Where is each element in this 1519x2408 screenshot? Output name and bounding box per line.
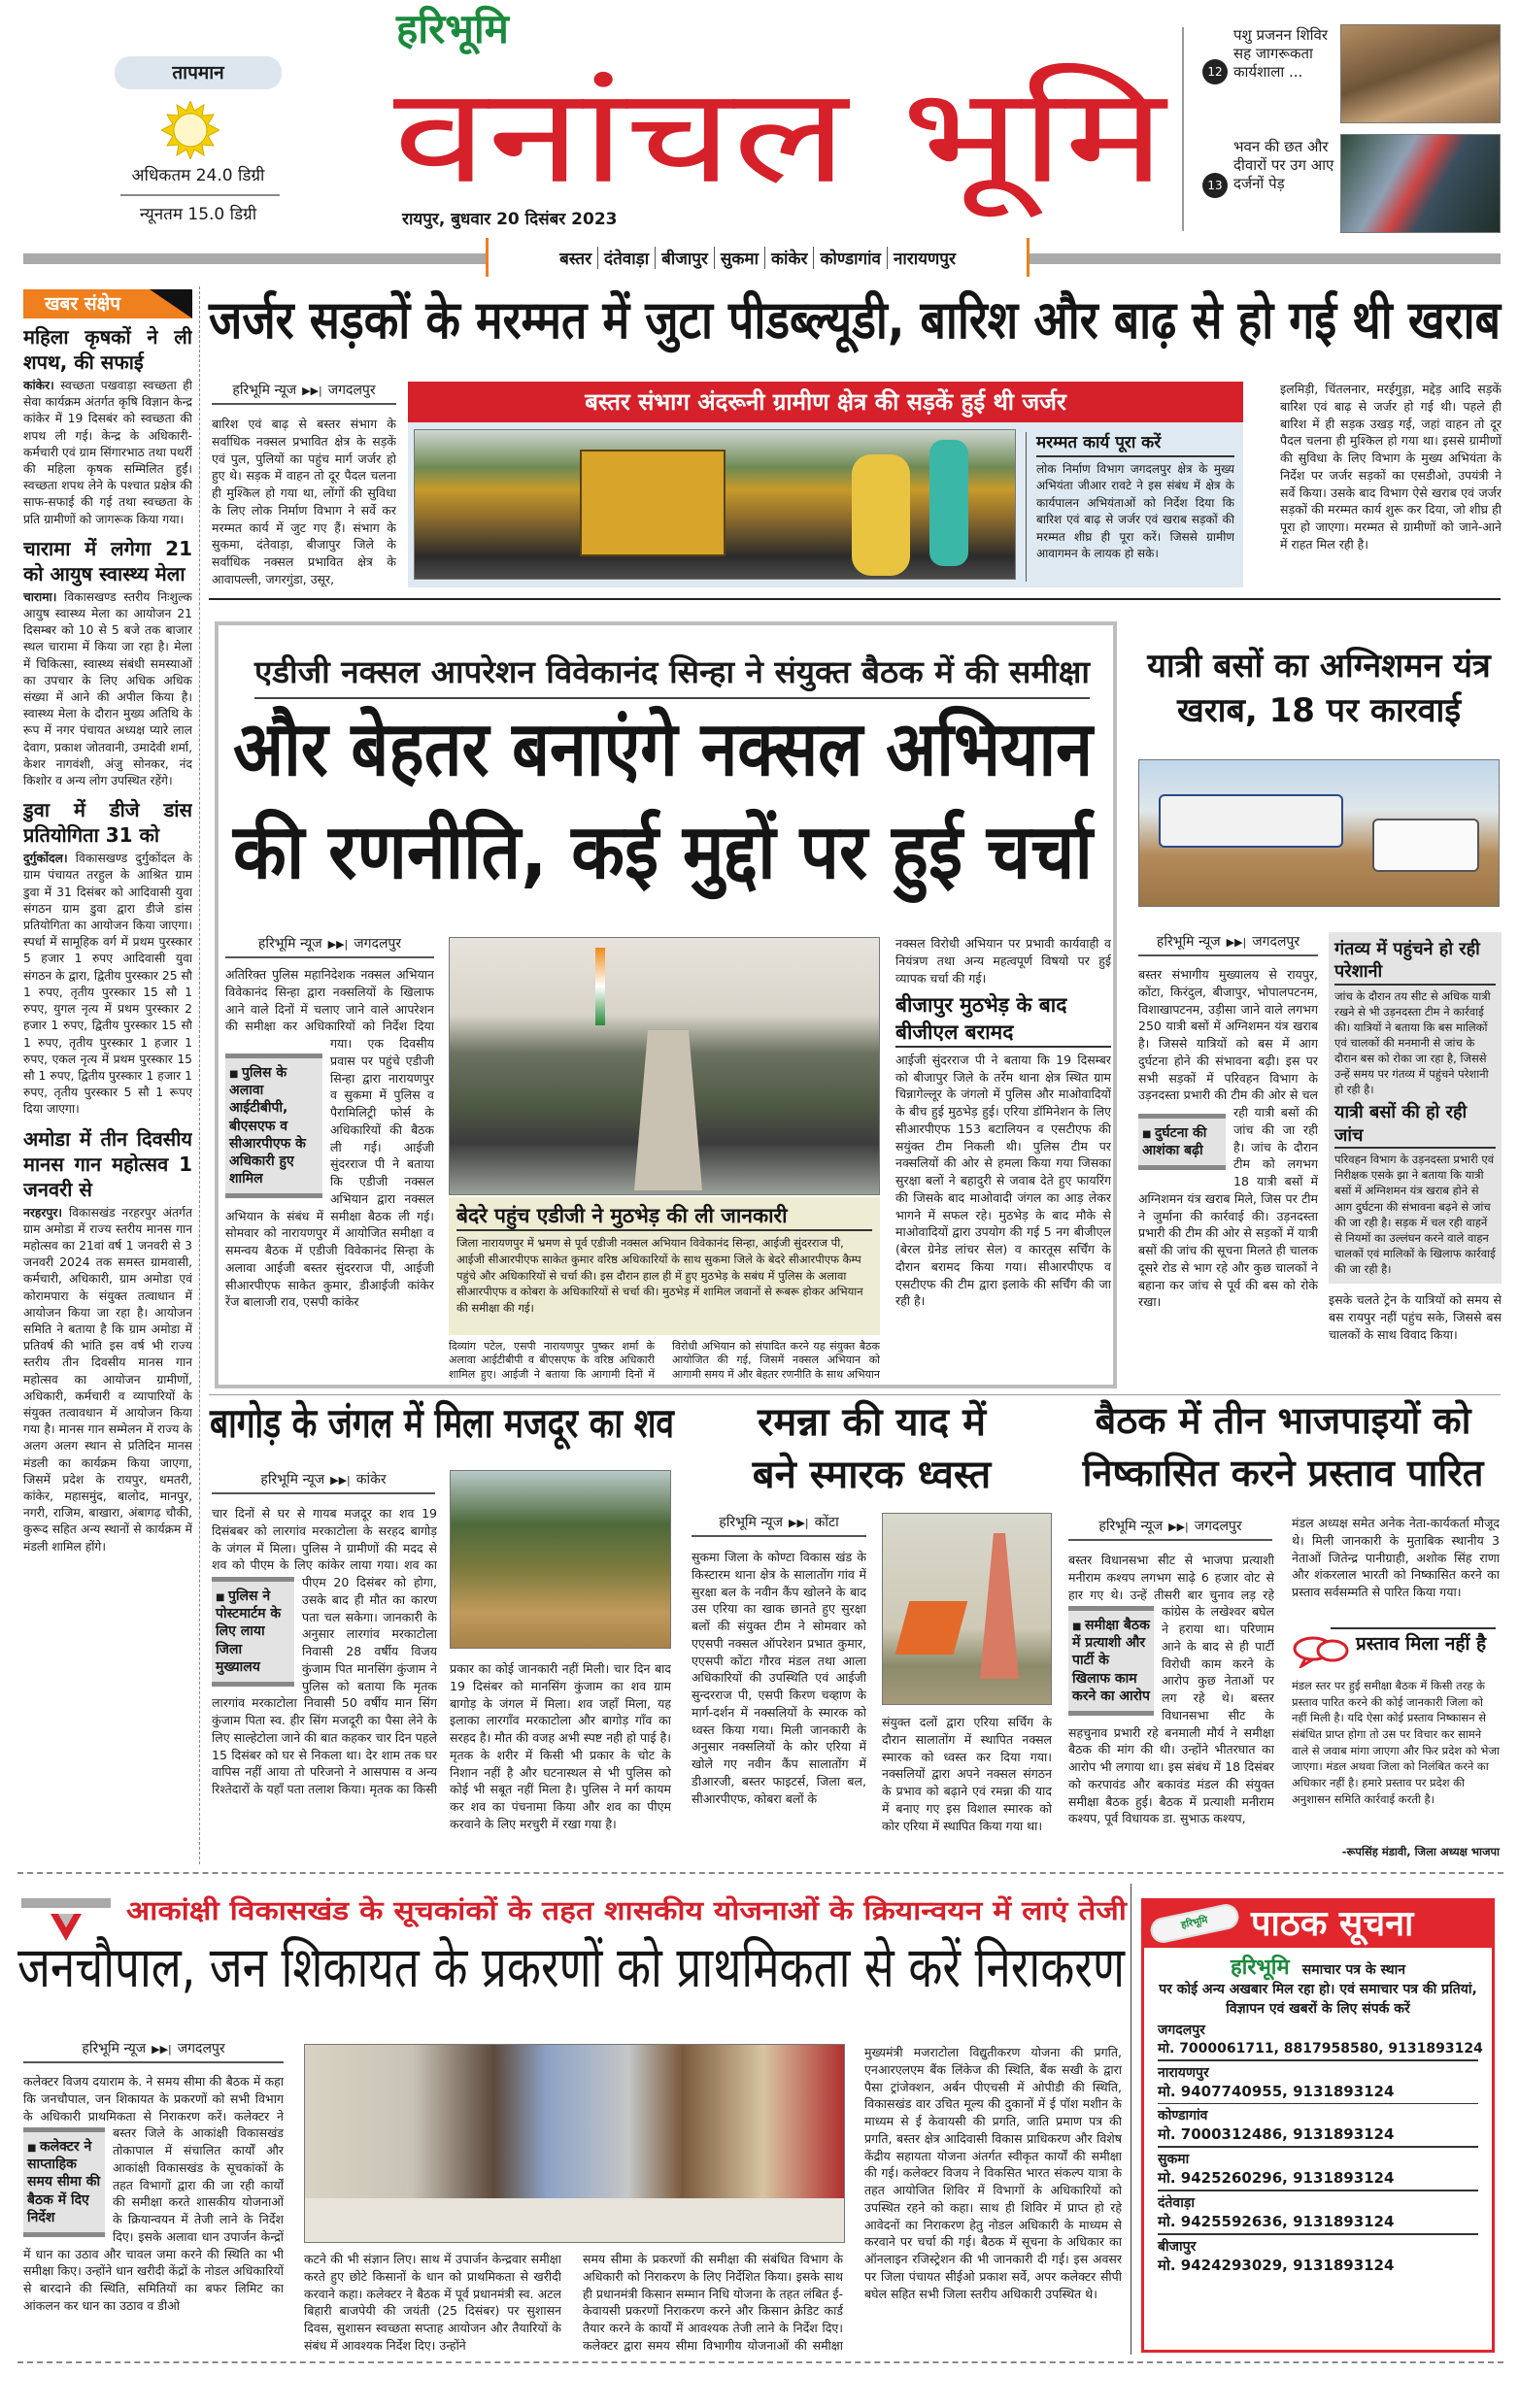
roads-text-left: बारिश एवं बाढ़ से बस्तर संभाग के सर्वाधिक नक्सल प्रभावित क्षेत्र के सड़कें एवं पुल, पुलियों का पहुंच मार्ग जर्जर हो हुए थे। सड़क में वाहन तो दूर पैदल चलना ही मुश्किल हो गया था, लोंगों की सुविधा के लिए लोक निर्माण विभाग ने सर्वे कर मरम्मत कार्य में जुट गए हैं। संभाग के सुकमा, दंतेवाड़ा, बीजापुर जिले के सर्वाधिक नक्सल प्रभावित क्षेत्र के आवापल्ली, जगरगुंडा, उसूर, bbox=[212, 417, 396, 586]
naxal-subheadline: बीजापुर मुठभेड़ के बाद बीजीएल बरामद bbox=[895, 992, 1111, 1048]
bus-sidebar-text-1: जांच के दौरान तय सीट से अधिक यात्री रखने से भी उड़नदस्ता टीम ने कार्रवाई की। यात्रियों ने बताया कि बस मालिकों एवं चालकों की मनमानी से जांच के दौरान बस को रोका जा रहा है, जिससे उन्हें समय पर गंतव्य में पहुंचने परेशानी हो रही है। bbox=[1334, 988, 1491, 1097]
bagod-col1-text: चार दिनों से घर से गायब मजदूर का शव 19 दिसंबबर को लारगांव मरकाटोला के सरहद बागोड़ के जंगल में मिला। पुलिस ने ग्रामीणों की मदद से शव को पीएम के लिए कांकेर लाया गया। शव का पीएम 20 दिसंबर को होगा, उसके बाद ही मौत का कारण पता चल सकेगा। जानकारी के अनुसार लारगांव मरकाटोला निवासी 28 वर्षीय विजय कुंजाम पित मानसिंग कुंजाम ने पुलिस को बताया कि मृतक लारगांव मरकाटोला निवासी 50 वर्षीय मान सिंग कुंजाम पिता स्व. हीर सिंग मजदूरी का पैसा लेने के लिए साल्हेटोला जाने की बात कहकर चार दिन पहले 15 दिसंबर को घर से निकला था। देर शाम तक घर वापिस नहीं आया तो परिजनो ने आसपास व अन्य रिश्तेदारों के यहाँ पता तलाश किया। मृतक का किसी bbox=[212, 1506, 437, 1796]
brief-text: विकासखण्ड स्तरीय निःशुल्क आयुष स्वास्थ्य मेला का आयोजन 21 दिसम्बर को 10 से 5 बजे तक बाजार स्थल चारामा में किया जा रहा है। मेला में चिकित्सा, स्वास्थ्य संबंधी समस्याओं का उपचार के लिए अधिक अधिक संख्या में आने की अपील किया है। स्वास्थ्य मेला के दौरान मुख्य अतिथि के रूप में नगर पंचायत अध्यक्ष प्यारे लाल देवाग, प्रकाश जोतवानी, उमादेवी शर्मा, केशर नागवंशी, अंजु सोनकर, नंद किशोर व अन्य लोग उपस्थित रहेंगे। bbox=[23, 589, 192, 788]
janchaupal-kicker: आकांक्षी विकासखंड के सूचकांकों के तहत शासकीय योजनाओं के क्रियान्वयन में लाएं तेजी bbox=[126, 1896, 1127, 1926]
contact-entry bbox=[1158, 2191, 1478, 2235]
teaser-photo-building bbox=[1340, 134, 1501, 233]
bus-text bbox=[1138, 966, 1318, 1380]
naxal-col4-top: नक्सल विरोधी अभियान पर प्रभावी कार्यवाही व नियंत्रण तथा अन्य महत्वपूर्ण विषयो पर हुई व्यापक चर्चा की गई। bbox=[895, 936, 1111, 986]
naxal-col3: विरोधी अभियान को संपादित करने यह संयुक्त बैठक आयोजित की गई, जिसमें नक्सल अभियान को आगामी समय में और बेहतर रणनीति के साथ अभियान bbox=[672, 1340, 880, 1381]
bjp-headline-2-box bbox=[1066, 1452, 1500, 1505]
naxal-kicker-box bbox=[254, 651, 1090, 699]
roads-headline-box bbox=[209, 289, 1501, 361]
naxal-headline-line1[interactable]: और बेहतर बनाएंगे नक्सल अभियान bbox=[233, 706, 1093, 793]
phone-number[interactable]: मो. 7000312486, 9131893124 bbox=[1158, 2125, 1395, 2144]
bus-sidebar-title-2: यात्री बसों की हो रही जांच bbox=[1334, 1101, 1496, 1149]
janchaupal-col3: समय सीमा के प्रकरणों की समीक्षा की संबंधित विभाग के अधिकारी को निराकरण के लिए निर्देशित किया। इसके साथ ही प्रधानमंत्री किसान सम्मान निधि योजना के तहत लंबित ई-केवायसी प्रकरणों निराकरण करने और किसान क्रेडिट कार्ड तैयार करने के कार्यों में आवश्यक तेजी लाने के निर्देश दिए। कलेक्टर द्वारा समय सीमा विभागीय योजनाओं की समीक्षा bbox=[583, 2252, 843, 2353]
janchaupal-col1 bbox=[23, 2073, 284, 2349]
bjp-pullquote: ■ समीक्षा बैठक में प्रत्याशी और पार्टी के खिलाफ काम करने का आरोप bbox=[1068, 1606, 1154, 1716]
briefs-header-text: खबर संक्षेप bbox=[45, 293, 121, 315]
contact-city: नारायणपुर bbox=[1158, 2065, 1209, 2082]
ramanna-headline-1-box bbox=[685, 1402, 1059, 1453]
janchaupal-headline[interactable]: जनचौपाल, जन शिकायत के प्रकरणों को प्राथमिकता से करें निराकरण bbox=[17, 1934, 1125, 2000]
header-triangle bbox=[150, 289, 192, 318]
bjp-quote-title-box bbox=[1356, 1635, 1500, 1668]
naxal-col1 bbox=[225, 966, 434, 1380]
naxal-col4 bbox=[895, 935, 1111, 1382]
contact-entry bbox=[1158, 2019, 1483, 2061]
teaser-page-13[interactable] bbox=[1195, 134, 1501, 236]
sun-icon bbox=[161, 101, 219, 159]
naxal-caption-text: जिला नारायणपुर में भ्रमण से पूर्व एडीजी नक्सल अभियान विवेकानंद सिन्हा, आईजी सुंदरराज पी, आईजी सीआरपीएफ साकेत कुमार वरिष्ठ अधिकारियों के साथ सुकमा जिले के बेदरे सीआरपीएफ कैम्प पहुंचे और अधिकारियों से चर्चा की। इस दौरान हाल ही में हुए मुठभेड़ के सबंध में पुलिस के अलावा सीआरपीएफ व कोबरा के अधिकारियों से चर्चा की। मुठभेड़ में शामिल जवानों से रूबरू होकर अभियान की समीक्षा की गई। bbox=[456, 1236, 863, 1315]
brief-place: दुर्गुकोंदल। bbox=[23, 852, 68, 866]
brand-logo-box bbox=[396, 5, 591, 66]
naxal-col4-text: आईजी सुंदरराज पी ने बताया कि 19 दिसम्बर को बीजापुर जिले के तर्रेम थाना क्षेत्र स्थित ग्राम चिन्नागेल्लूर के जंगलो में पुलिस और माओवादियों के बीच हुई मुठभेड़ हुई। एरिया डॉमिनेशन के लिए सीआरपीएफ 153 बटालियन व एसटीएफ की सयुंक्त टीम निकली थी। पुलिस टीम पर नक्सलियों की ओर से हमला किया गया जिसका सुरक्षा बलों ने बहादुरी से जवाब देते हुए फायरिंग की जिसके बाद माओवादी जंगल का आड़ लेकर भागने में सफल रहे। मुठभेड़ के बाद मौके से माओवादियों द्वारा उपयोग की गई 5 नग बीजीएल (बेरल ग्रेनेड लांचर सेल) व कारतूस सर्चिंग के दौरान बरामद किया गया। सीआरपीएफ व एसटीएफ की टीम द्वारा इलाके की सर्चिंग की जा रही है। bbox=[895, 1052, 1111, 1309]
quote-rule bbox=[1331, 1627, 1496, 1629]
brief-place: चारामा। bbox=[23, 589, 57, 604]
brief-item[interactable] bbox=[23, 1126, 192, 1555]
dateline: रायपुर, बुधवार 20 दिसंबर 2023 bbox=[402, 210, 618, 229]
page-number-badge: 12 bbox=[1202, 59, 1228, 84]
contact-entry bbox=[1158, 2235, 1478, 2277]
brief-headline: डुवा में डीजे डांस प्रतियोगिता 31 को bbox=[23, 798, 192, 848]
roads-banner: बस्तर संभाग अंदरूनी ग्रामीण क्षेत्र की सड़कें हुई थी जर्जर bbox=[408, 382, 1243, 422]
naxal-headline-line2[interactable]: की रणनीति, कई मुद्दों पर हुई चर्चा bbox=[233, 809, 1093, 896]
collector-meeting-photo bbox=[304, 2044, 845, 2243]
bagod-col2: प्रकार का कोई जानकारी नहीं मिली। चार दिन बाद 19 दिसंबर को मानसिंग कुंजाम का शव ग्राम बागोड़ के जंगल में मिला। शव जहाँ मिला, यह इलाका लारगाँव मरकाटोला और बागोड़ गाँव का सरहद है। मौत की वजह अभी स्पष्ट नही हो पाई है। मृतक के शरीर में किसी भी प्रकार के चोट के निशान नहीं है और घटनास्थल से भी पुलिस को कोई भी सबूत नहीं मिला है। पुलिस ने मर्ग कायम कर शव का पंचनामा किया और शव का पीएम करवाने के लिए मरचुरी में रखा गया है। bbox=[450, 1661, 671, 1831]
phone-number[interactable]: मो. 9407740955, 9131893124 bbox=[1158, 2083, 1395, 2101]
district-item[interactable]: बस्तर bbox=[554, 247, 598, 269]
ramanna-headline-line2[interactable]: बने स्मारक ध्वस्त bbox=[752, 1453, 992, 1497]
briefs-header bbox=[23, 289, 192, 318]
road-repair-photo bbox=[414, 429, 1016, 580]
teaser-photo-cattle bbox=[1340, 24, 1501, 123]
janchaupal-headline-box bbox=[17, 1934, 1125, 2020]
bagod-headline-box bbox=[210, 1399, 674, 1460]
roads-text-right: इलमिड़ी, चिंतलनार, मरईगुड़ा, मद्देड़ आदि सड़कें बारिश एवं बाढ़ से जर्जर हो गई थी। पहले ही बारिश में ही सड़क उखड़ गई, जहां वाहन तो दूर पैदल चलना ही मुश्किल हो गया था। इससे ग्रामीणों की सुविधा के लिए विभाग के मुख्य अभियंता के निर्देश पर जर्जर सड़कों का एसडीओ, उपयंत्री ने सर्वे किया। उसके बाद विभाग ऐसे खराब एवं जर्जर सड़कों की मरम्मत कार्य शुरू कर दिया, जो शीघ्र ही पूरा हो जाएगा। मरम्मत से ग्रामीणों को जाने-आने में राहत मिल रही है। bbox=[1280, 382, 1502, 552]
bjp-quote-title: प्रस्ताव मिला नहीं है bbox=[1356, 1633, 1487, 1655]
min-temperature: न्यूनतम 15.0 डिग्री bbox=[139, 205, 257, 224]
bus-tail-text: इसके चलते ट्रेन के यात्रियों को समय से बस रायपुर नहीं पहुंच सके, जिससे बस चालकों के साथ विवाद किया। bbox=[1329, 1292, 1502, 1342]
district-item[interactable]: सुकमा bbox=[715, 247, 765, 269]
brief-place: कांकेर। bbox=[23, 379, 54, 392]
masthead-title-box bbox=[393, 58, 1165, 214]
bjp-col1-text: बस्तर विधानसभा सीट से भाजपा प्रत्याशी मनीराम कश्यप लगभग साढ़े 6 हजार वोट से हार गए थे। उन्हें तीसरी बार चुनाव लड़ रहे कांग्रेस के लखेश्वर बघेल ने हराया था। परिणाम आने के बाद से ही पार्टी विरोधी काम करने के आरोप कुछ नेताओं पर लग रहे थे। बस्तर विधानसभा सीट के सहचुनाव प्रभारी रहे बनमाली मौर्य ने समीक्षा बैठक की मांग की थी। उन्होंने भीतरघात का आरोप भी लगाया था। इस संबंध में 18 दिसंबर को करपावंड और बकावंड मंडल की संयुक्त समीक्षा बैठक हुई। बैठक में प्रत्याशी मनीराम कश्यप, पूर्व विधायक डा. सुभाऊ कश्यप, bbox=[1068, 1553, 1274, 1826]
reader-notice-header bbox=[1144, 1901, 1492, 1948]
bjp-quote-text: मंडल स्तर पर हुई समीक्षा बैठक में किसी तरह के प्रस्ताव पारित करने की कोई जानकारी जिला को नहीं मिली है। यदि ऐसा कोई प्रस्ताव निष्कासन से संबंधित प्राप्त होगा तो उस पर विचार कर सामने वाले से जवाब मांगा जाएगा और फिर प्रदेश को भेजा जाएगा। मंडल अथवा जिला को निलंबित करने का अधिकार नहीं है। हमारे प्रस्ताव पर प्रदेश की अनुशासन समिति कार्रवाई करती है। bbox=[1292, 1679, 1500, 1806]
bagod-pullquote: ■ पुलिस ने पोस्टमार्टम के लिए लाया जिला मुख्यालय bbox=[212, 1577, 294, 1687]
bus-sidebar-text-2: परिवहन विभाग के उड़नदस्ता प्रभारी एवं निरीक्षक एसके झा ने बताया कि यात्री बसों में अग्निशमन यंत्र खराब होने से आग दुर्घटना की संभावना बढ़ने से जांच की जा रही है। सड़क में चल रही वाहनें से नियमों का उल्लंघन करने वाले वाहन चालकों एवं मालिकों के खिलाफ कार्रवाई की जा रही है। bbox=[1334, 1153, 1496, 1276]
brief-text: स्वच्छता पखवाड़ा स्वच्छता ही सेवा कार्यक्रम अंतर्गत कृषि विज्ञान केन्द्र कांकेर में 19 दिसबंर को स्वच्छता की शपथ ली गई। केन्द्र के अधिकारी-कर्मचारी एवं ग्राम सिंगारभाठ तथा पथर्री की महिला कृषक सम्मिलित हुईं। स्वच्छता शपथ लेने के पश्चात प्रक्षेत्र की साफ-सफाई की गई तथा स्वच्छता के प्रति ग्रामीणों को जागरूक किया गया। bbox=[23, 379, 192, 526]
brief-headline: अमोडा में तीन दिवसीय मानस गान महोत्सव 1 जनवरी से bbox=[23, 1126, 192, 1201]
bus-sidebar-title-1: गंतव्य में पहुंचने हो रही परेशानी bbox=[1334, 938, 1496, 986]
brief-text: विकासखंड नरहरपुर अंतर्गत ग्राम अमोडा में राज्य स्तरीय मानस गान महोत्सव का 21वां वर्ष 1 जनवरी से 3 जनवरी 2024 तक समस्त ग्रामवासी, कर्मचारी, अधिकारी, ग्राम अमोडा एवं कोरामपारा के संयुक्त तत्वाधान में आयोजन किया जा रहा है। आयोजन समिति ने बताया है कि ग्राम अमोडा में प्रतिवर्ष की भांति इस वर्ष भी राज्य स्तरीय तीन दिवसीय मानस गान महोत्सव का आयोजन ग्रामीणों, अधिकारी, कर्मचारी व व्यापारियों के संयुक्त तत्वावधान में आयोजन किया गया है। मानस गान सम्मेलन में राज्य के अलग अलग स्थान से प्रतिदिन मानस मंडली का कार्यक्रम किया जाएगा, जिसमें प्रदेश के रायपुर, धमतरी, कांकेर, महासमुंद, बालोद, मानपुर, नगरी, राजिम, बाखारा, अंबागढ़ चौकी, कुरूद सहित अन्य स्थानों से कार्यक्रम में मंडली शामिल होंगे। bbox=[23, 1205, 192, 1554]
naxal-col2: दिव्यांग पटेल, एसपी नारायणपुर पुष्कर शर्मा के अलावा आईटीबीपी व बीएसएफ के वरिष्ठ अधिकारी शामिल हुए। आईजी ने बताया कि आगामी दिनों में bbox=[449, 1340, 655, 1381]
reader-notice-title: पाठक सूचना bbox=[1251, 1904, 1414, 1944]
ramanna-headline-2-box bbox=[685, 1455, 1059, 1505]
bagod-col1 bbox=[212, 1505, 437, 1863]
district-item[interactable]: नारायणपुर bbox=[893, 249, 956, 269]
ramanna-col2: संयुक्त दलों द्वारा एरिया सर्चिग के दौरान सालातोंग में स्थापित नक्सल स्मारक को ध्वस्त कर दिया गया। नक्सलियों द्वारा अपने नक्सल संगठन के प्रभाव को बढ़ाने एवं रमन्ना की याद में बनाए गए इस विशाल स्मारक को कोर एरिया में स्थापित किया गया था। bbox=[882, 1715, 1052, 1833]
janchaupal-col2: कटने की भी संज्ञान लिए। साथ में उपार्जन केन्द्रवार समीक्षा करते हुए छोटे किसानों के धान को प्राथमिकता से खरीदी करवाने कहा। कलेक्टर ने बैठक में पूर्व प्रधानमंत्री स्व. अटल बिहारी बाजपेयी की जयंती (25 दिसंबर) पर सुशासन दिवस, सुशासन स्वच्छता सप्ताह आयोजन और तैयारियों के संबंध में आवश्यक निर्देश दिए। उन्होंने bbox=[304, 2252, 561, 2353]
speech-bubble-icon bbox=[1292, 1633, 1350, 1668]
memorial-demolition-photo bbox=[882, 1513, 1052, 1705]
temperature-label: तापमान bbox=[115, 56, 282, 89]
janchaupal-col4: मुख्यमंत्री मजराटोला विद्युतीकरण योजना की प्रगति, एनआरएलएम बैंक लिंकेज की स्थिति, बैंक सखी के द्वारा पैसा ट्रांजेक्शन, अर्बन पीएचसी में ओपीडी की स्थिति, विकासखंड वार उचित मूल्य की दुकानों में ई पॉश मशीन के माध्यम से ई केवायसी की प्रगति, जाति प्रमाण पत्र की प्रगति, बस्तर क्षेत्र आदिवासी विकास प्राधिकरण और विशेष केंद्रीय सहायता योजना अंतर्गत स्वीकृत कार्यों की समीक्षा की गई। कलेक्टर विजय ने विकसित भारत संकल्प यात्रा के तहत आयोजित शिविर में विभागों के अधिकारियों को उपस्थित रहने को कहा। साथ ही शिविर में प्राप्त हो रहे आवेदनों का निराकरण हेतु नोडल अधिकारी के माध्यम से करवाने पर चर्चा की गई। बैठक में सूचना के अधिकार का ऑनलाइन रजिस्ट्रेशन की भी जानकारी दी गई। इस अवसर पर जिला पंचायत सीईओ प्रकाश सर्वे, अपर कलेक्टर सीपी बघेल सहित सभी जिला स्तरीय अधिकारी उपस्थित थे। bbox=[864, 2045, 1122, 2301]
reader-notice-intro-1: समाचार पत्र के स्थान bbox=[1301, 1962, 1406, 1978]
janchaupal-kicker-box bbox=[126, 1891, 1127, 1932]
reader-notice-brand: हरिभूमि bbox=[1230, 1956, 1290, 1980]
brief-place: नरहरपुर। bbox=[23, 1205, 63, 1220]
bjp-headline-1-box bbox=[1066, 1399, 1500, 1453]
janchaupal-pullquote: ■ कलेक्टर ने साप्ताहिक समय सीमा की बैठक में दिए निर्देश bbox=[23, 2127, 105, 2237]
bagod-byline: हरिभूमि न्यूज ▶▶| कांकेर bbox=[212, 1470, 435, 1494]
district-item[interactable]: बीजापुर bbox=[656, 247, 715, 269]
contact-city: कोण्डागांव bbox=[1158, 2108, 1208, 2124]
naxal-byline: हरिभूमि न्यूज ▶▶| जगदलपुर bbox=[225, 934, 434, 958]
district-item[interactable]: दंतेवाड़ा bbox=[598, 247, 656, 269]
brief-item[interactable] bbox=[23, 324, 192, 528]
contact-city: जगदलपुर bbox=[1158, 2023, 1205, 2039]
phone-number[interactable]: मो. 9424293029, 9131893124 bbox=[1158, 2257, 1395, 2275]
brief-headline: चारामा में लगेगा 21 को आयुष स्वास्थ्य मेला bbox=[23, 536, 192, 585]
bjp-col1 bbox=[1068, 1552, 1274, 1865]
ramanna-headline-line1[interactable]: रमन्ना की याद में bbox=[757, 1400, 987, 1445]
contact-entry bbox=[1158, 2148, 1478, 2191]
phone-number[interactable]: मो. 7000061711, 8817958580, 9131893124 bbox=[1158, 2041, 1483, 2057]
temperature-divider bbox=[120, 194, 280, 196]
masthead-title: वनांचल भूमि bbox=[393, 58, 1165, 214]
roads-sidebar-text: लोक निर्माण विभाग जगदलपुर क्षेत्र के मुख्य अभियंता जीआर रावटे ने इस संबंध में क्षेत्र के कार्यपालन अभियंताओं को निर्देश दिया कि बारिश एवं बाढ़ से जर्जर एवं खराब सड़कों की मरम्मत शीघ्र ही पूरा करें। जिससे ग्रामीण आवागमन के लायक हो सके। bbox=[1036, 462, 1234, 561]
bus-pullquote: ■ दुर्घटना की आशंका बढ़ी bbox=[1138, 1114, 1226, 1170]
naxal-col1-text: अतिरिक्त पुलिस महानिदेशक नक्सल अभियान विवेकानंद सिन्हा द्वारा नक्सलियों के खिलाफ आने वाले दिनों में चलाए जाने वाले आपरेशन की समीक्षा कर अधिकारियों को निर्देश दिया गया। एक दिवसीय प्रवास पर पहुंचे एडीजी सिन्हा द्वारा नारायणपुर व सुकमा में पुलिस व पैरामिलिट्री फोर्स के अधिकारियों की बैठक ली गई। आईजी सुंदरराज पी ने बताया कि एडीजी नक्सल अभियान द्वारा नक्सल अभियान के संबंध में समीक्षा बैठक ली गई। सोमवार को नारायणपुर में आयोजित समीक्षा व समन्वय बैठक में एडीजी विवेकानंद सिन्हा के अलावा आईजी बस्तर सुंदरराज पी, आईजी सीआरपीएफ साकेत कुमार, डीआईजी कांकेर रेंज बालाजी राव, एसपी कांकेर bbox=[225, 967, 434, 1310]
bjp-col2: मंडल अध्यक्ष समेत अनेक नेता-कार्यकर्ता मौजूद थे। मिली जानकारी के मुताबिक स्थानीय 3 नेताओं जितेन्द्र पानीग्राही, अशोक सिंह राणा और शंकरलाल भारती को निष्कासित करने का प्रस्ताव सर्वसम्मति से पारित किया गया। bbox=[1292, 1516, 1500, 1599]
naxal-caption-box bbox=[449, 1197, 880, 1335]
phone-number[interactable]: मो. 9425592636, 9131893124 bbox=[1158, 2213, 1395, 2231]
page-number-badge: 13 bbox=[1202, 173, 1228, 198]
brand-logo: हरिभूमि bbox=[396, 5, 509, 52]
bus-photo bbox=[1138, 759, 1500, 907]
forest-photo bbox=[450, 1470, 671, 1649]
naxal-pullquote: ■ पुलिस के अलावा आईटीबीपी, बीएसएफ व सीआरपीएफ के अधिकारी हुए शामिल bbox=[225, 1054, 322, 1198]
teaser-text: भवन की छत और दीवारों पर उग आए दर्जनों पेड़ bbox=[1233, 138, 1334, 192]
teaser-text: पशु प्रजनन शिविर सह जागरूकता कार्यशाला ... bbox=[1233, 26, 1329, 81]
roads-byline: हरिभूमि न्यूज ▶▶| जगदलपुर bbox=[212, 381, 396, 405]
bus-text-body: बस्तर संभागीय मुख्यालय से रायपुर, कोंटा, किरंदुल, बीजापुर, भोपालपटनम, विशाखापटनम, उड़ीसा जाने वाले लगभग 250 यात्री बसों में अग्निशमन यंत्र खराब है। जिससे यात्रियों को बस में आग दुर्घटना होने की संभावना बढ़ी। इस पर सभी सड़कों में परिवहन विभाग के उड़नदस्ता प्रभारी की टीम की ओर से चल रही यात्री बसों की जांच की जा रही है। जांच के दौरान टीम को लगभग 18 यात्री बसों में अग्निशमन यंत्र खराब मिले, जिस पर टीम ने जुर्माना की कार्रवाई की। उड़नदस्ता प्रभारी की टीम की ओर से सड़कों में यात्री बसों की जांच की सूचना मिलते ही चालक दूसरे रोड से भाग रहे और कुछ चालकों ने बहाना कर जांच से पूर्व की बस को रोके रखा। bbox=[1138, 967, 1318, 1310]
bus-byline: हरिभूमि न्यूज ▶▶| जगदलपुर bbox=[1138, 932, 1318, 956]
naxal-caption-title: बेदरे पहुंच एडीजी ने मुठभेड़ की ली जानकारी bbox=[456, 1203, 872, 1231]
roads-sidebar bbox=[1026, 432, 1234, 582]
teaser-page-12[interactable] bbox=[1195, 24, 1501, 126]
max-temperature: अधिकतम 24.0 डिग्री bbox=[131, 166, 265, 185]
contact-city: बीजापुर bbox=[1158, 2239, 1197, 2256]
district-item[interactable]: कांकेर bbox=[765, 247, 814, 269]
page-bottom-divider bbox=[17, 2361, 1503, 2363]
phone-number[interactable]: मो. 9425260296, 9131893124 bbox=[1158, 2169, 1395, 2188]
ramanna-col1: सुकमा जिला के कोण्टा विकास खंड के किस्टारम थाना क्षेत्र के सालातोंग गांव में सुरक्षा बल के नवीन कैंप खोलने के बाद उस एरिया का खाक छानते हुए सुरक्षा बलों की संयुक्त टीम ने सोमवार को एएसपी नक्सल ऑपरेशन प्रभात कुमार, एएसपी कोंटा गौरव मंडल तथा आला अधिकारियों की उपस्थिति एवं आईजी सुन्दरराज पी, एसपी किरण चव्हाण के मार्ग-दर्शन में नक्सलियों के स्मारक को ध्वस्त किया गया। मिली जानकारी के अनुसार नक्सलियों के कोर एरिया में खोले गए नवीन कैंप सालातोंग में डीआरजी, बस्तर फाइटर्स, जिला बल, सीआरपीएफ, कोबरा बलों के bbox=[692, 1550, 866, 1806]
district-item[interactable]: कोण्डागांव bbox=[814, 247, 887, 269]
bus-headline[interactable]: यात्री बसों का अग्निशमन यंत्र खराब, 18 पर कारवाई bbox=[1147, 647, 1491, 730]
naxal-headline-2-box bbox=[233, 809, 1093, 911]
contact-entry bbox=[1158, 2104, 1478, 2148]
brief-item[interactable] bbox=[23, 536, 192, 789]
column-divider bbox=[199, 286, 200, 1864]
roads-sidebar-title: मरम्मत कार्य पूरा करें bbox=[1036, 432, 1234, 457]
bagod-headline[interactable]: बागोड़ के जंगल में मिला मजदूर का शव bbox=[210, 1399, 674, 1447]
janchaupal-col1-text: कलेक्टर विजय दयाराम के. ने समय सीमा की बैठक में कहा कि जनचौपाल, जन शिकायत के प्रकरणों को सभी विभाग के अधिकारी प्राथमिकता से निराकरण करें। कलेक्टर ने बस्तर जिले के आकांक्षी विकासखंड तोकापाल में संचालित कार्यों और आकांक्षी विकासखंड के सूचकांकों के तहत विभागों द्वारा की जा रही कार्यों की समीक्षा करते शासकीय योजनाओं के क्रियान्वयन में तेजी लाने के निर्देश दिए। इसके अलावा धान उपार्जन केन्द्रों में धान का उठाव और चावल जमा करने की स्थिति का भी समीक्षा किए। उन्होंने धान खरीदी केंद्रों के नोडल अधिकारियों से बारदाने की स्थिति, समितियों का बफर लिमिट का आंकलन कर धान का उठाव व डीओ bbox=[23, 2074, 284, 2313]
brief-text: विकासखण्ड दुर्गुकोंदल के ग्राम पंचायत तरहुल के आश्रित ग्राम डुवा में 31 दिसंबर को आदिवासी युवा संगठन ग्राम डुवा द्वारा डीजे डांस प्रतियोगिता का आयोजन किया जाएगा। स्पर्धा में सामूहिक वर्ग में प्रथम पुरस्कार 5 हजार 1 रुपए आदिवासी युवा संगठन के द्वारा, द्वितीय पुरस्कार 25 सौ 1 रुपए, तृतीय पुरस्कार 15 सौ 1 रुपए, युगल नृत्य में प्रथम पुरस्कार 2 हजार 1 रुपए, द्वितीय पुरस्कार 15 सौ 1 रुपए, तृतीय पुरस्कार 1 हजार 1 रुपए, एकल नृत्य में प्रथम पुरस्कार 15 सौ 1 रुपए, द्वितीय पुरस्कार 1 हजार 1 रुपए, तृतीय पुरस्कार 5 सौ 1 रूपए दिया जाएगा। bbox=[23, 852, 192, 1117]
section-rule bbox=[209, 1394, 1501, 1395]
teaser-divider bbox=[1182, 27, 1184, 231]
reader-notice-box bbox=[1141, 1898, 1495, 2353]
bjp-headline-line2[interactable]: निष्कासित करने प्रस्ताव पारित bbox=[1082, 1452, 1484, 1494]
naxal-kicker: एडीजी नक्सल आपरेशन विवेकानंद सिन्हा ने संयुक्त बैठक में की समीक्षा bbox=[254, 653, 1090, 690]
roads-headline[interactable]: जर्जर सड़कों के मरम्मत में जुटा पीडब्ल्यूडी, बारिश और बाढ़ से हो गई थी खराब bbox=[209, 289, 1501, 351]
bjp-headline-line1[interactable]: बैठक में तीन भाजपाइयों को bbox=[1095, 1399, 1471, 1442]
contact-city: दंतेवाड़ा bbox=[1158, 2195, 1195, 2212]
janchaupal-byline: हरिभूमि न्यूज ▶▶| जगदलपुर bbox=[23, 2039, 284, 2063]
briefs-column bbox=[23, 324, 192, 1866]
bjp-byline: हरिभूमि न्यूज ▶▶| जगदलपुर bbox=[1068, 1517, 1272, 1541]
contact-city: सुकमा bbox=[1158, 2152, 1190, 2168]
bjp-quote-author: -रूपसिंह मंडावी, जिला अध्यक्ष भाजपा bbox=[1341, 1845, 1500, 1858]
brief-headline: महिला कृषकों ने ली शपथ, की सफाई bbox=[23, 325, 192, 374]
naxal-meeting-photo bbox=[449, 937, 880, 1195]
newspaper-roll-icon: हरिभूमि bbox=[1148, 1902, 1240, 1946]
bus-sidebar bbox=[1329, 932, 1502, 1284]
district-nav bbox=[486, 238, 1030, 277]
naxal-headline-1-box bbox=[233, 706, 1093, 808]
contact-entry bbox=[1158, 2061, 1478, 2104]
section-rule bbox=[209, 598, 1501, 600]
ramanna-byline: हरिभूमि न्यूज ▶▶| कोंटा bbox=[692, 1513, 866, 1537]
reader-notice-intro-2: पर कोई अन्य अखबार मिल रहा हो। एवं समाचार पत्र की प्रतियां, विज्ञापन एवं खबरों के लिए संपर्क करें bbox=[1159, 1982, 1477, 2017]
section-divider bbox=[17, 1872, 1503, 1874]
brief-item[interactable] bbox=[23, 797, 192, 1118]
